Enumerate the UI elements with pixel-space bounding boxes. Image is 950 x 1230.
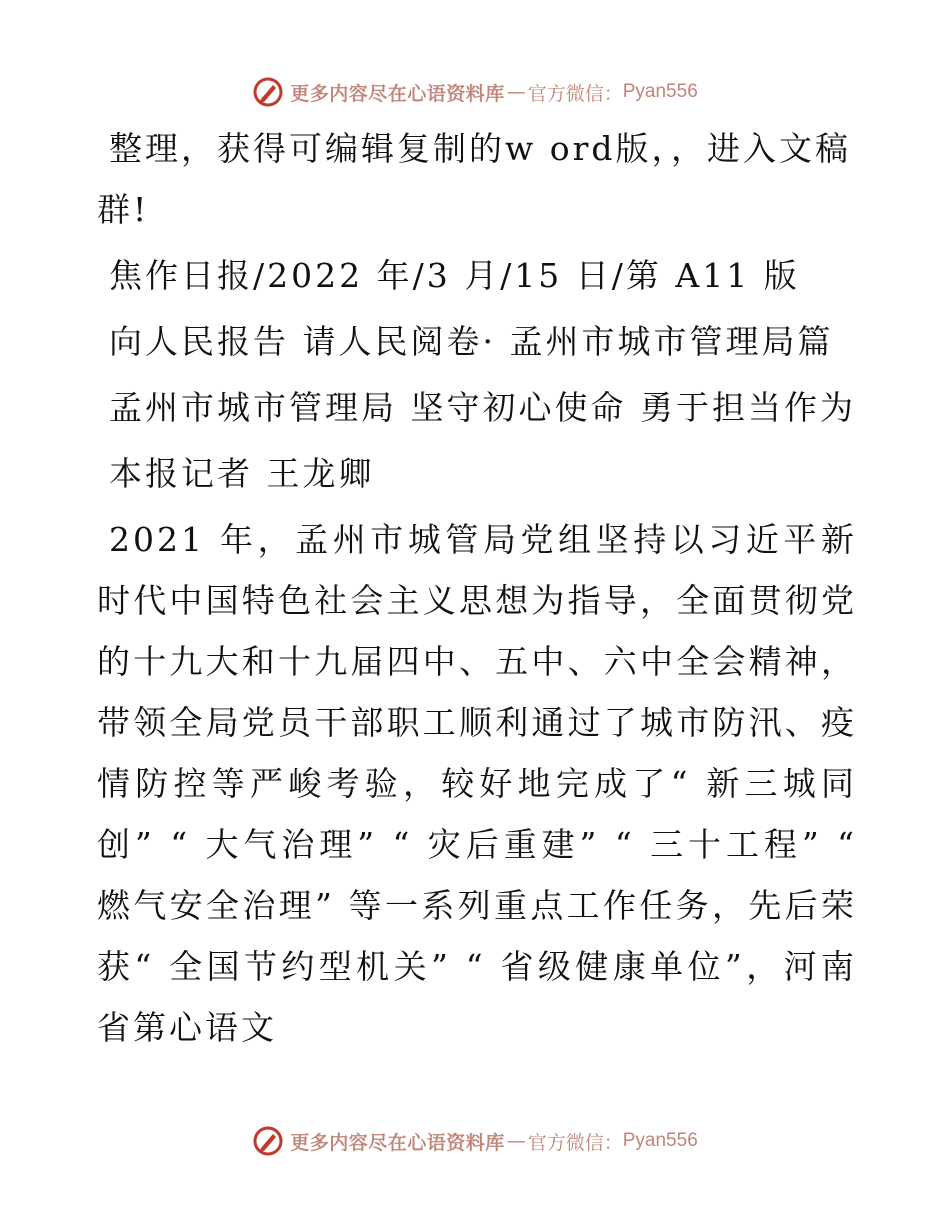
watermark-dash: —: [506, 81, 526, 103]
watermark-wechat-label: 官方微信：: [527, 82, 623, 105]
pen-logo-icon: [252, 1125, 284, 1157]
document-body: [97, 118, 857, 1058]
watermark-footer: [0, 1121, 950, 1161]
watermark-wechat-id: Pyan556: [622, 1130, 698, 1151]
body-paragraph: 2021 年，孟州市城管局党组坚持以习近平新时代中国特色社会主义思想为指导，全面贯彻党的十九大和十九届四中、五中、六中全会精神，带领全局党员干部职工顺利通过了城市防汛、疫情防控等严峻考验，较好地完成了“ 新三城同创” “ 大气治理” “ 灾后重建” “ 三十工程” “ 燃气安全治理” 等一系列重点工作任务，先后荣获“ 全国节约型机关” “ 省级健康单位”，河南省第心语文: [97, 520, 857, 1047]
watermark-dash: —: [506, 1130, 526, 1152]
byline: 本报记者 王龙卿: [109, 454, 375, 493]
watermark-wechat-id: Pyan556: [622, 81, 698, 102]
watermark-text: 更多内容尽在心语资料库: [290, 82, 505, 105]
column-title: 向人民报告 请人民阅卷· 孟州市城市管理局篇: [109, 322, 834, 361]
watermark-text: 更多内容尽在心语资料库: [290, 1131, 505, 1154]
intro-paragraph: 整理，获得可编辑复制的w ord版，，进入文稿群!: [97, 129, 852, 229]
source-line: 焦作日报/2022 年/3 月/15 日/第 A11 版: [109, 256, 800, 295]
watermark-wechat-label: 官方微信：: [527, 1131, 623, 1154]
headline: 孟州市城市管理局 坚守初心使命 勇于担当作为: [109, 388, 856, 427]
watermark-header: [0, 72, 950, 112]
pen-logo-icon: [252, 76, 284, 108]
